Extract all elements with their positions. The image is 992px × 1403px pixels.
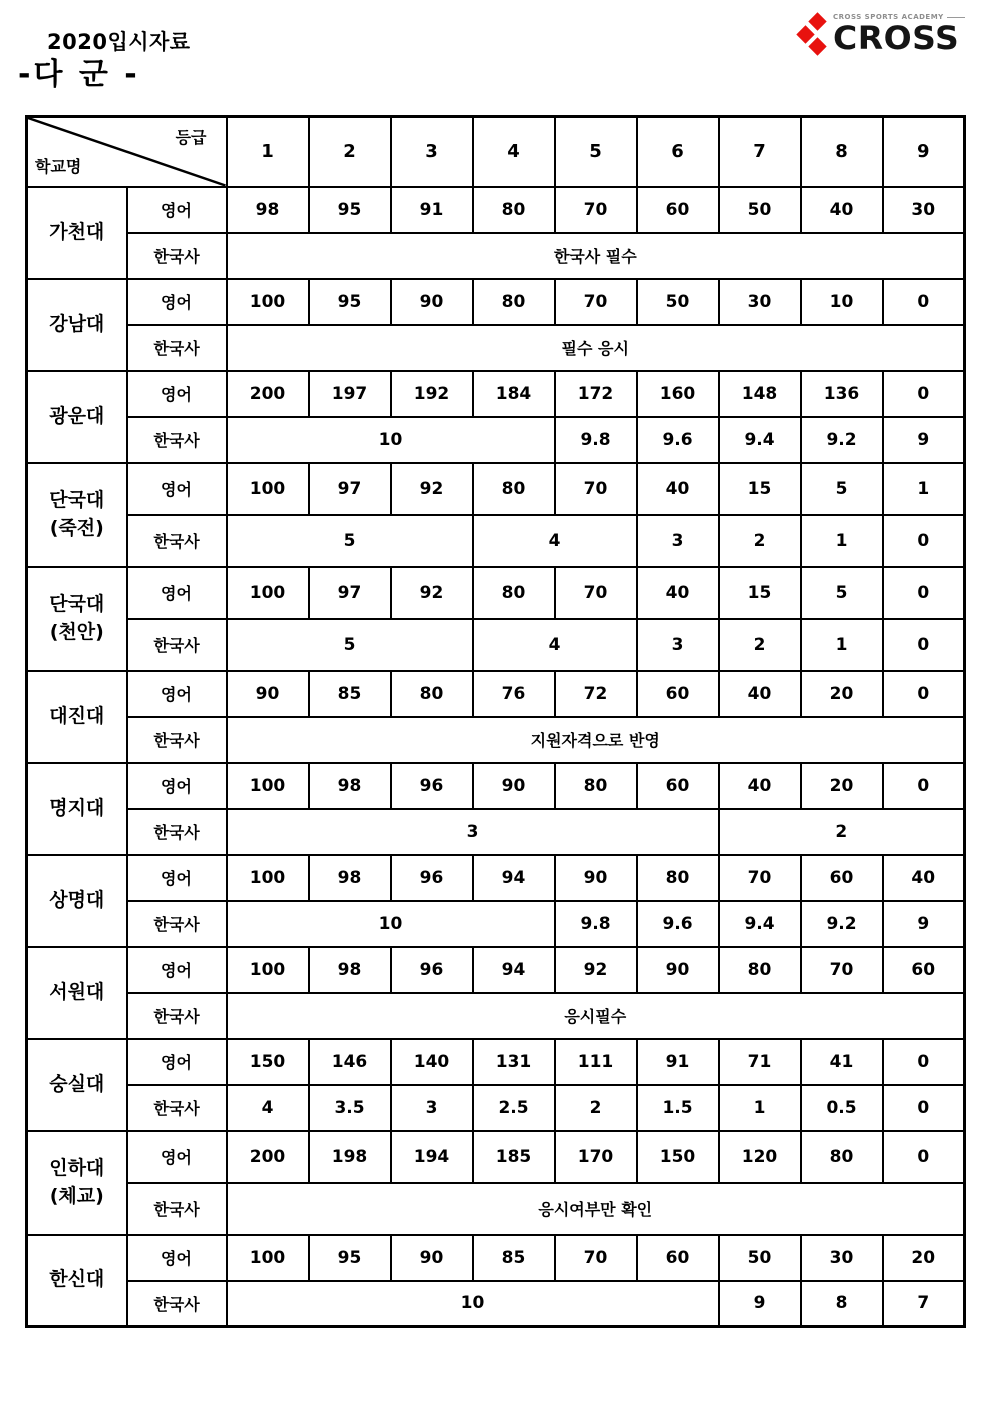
english-score-cell: 96 [391,855,473,901]
history-score-cell: 1.5 [637,1085,719,1131]
admission-grade-table [25,115,966,1328]
school-english-row [27,671,965,717]
school-history-row [27,325,965,371]
school-name-cell: 한신대 [27,1235,127,1327]
subject-label-cell: 한국사 [127,1183,227,1235]
english-score-cell: 70 [801,947,883,993]
school-history-row [27,717,965,763]
subject-label-cell: 한국사 [127,515,227,567]
english-score-cell: 150 [227,1039,309,1085]
school-english-row [27,463,965,515]
subject-label-cell: 한국사 [127,233,227,279]
history-score-cell: 1 [719,1085,801,1131]
history-score-cell: 1 [801,515,883,567]
english-score-cell: 30 [801,1235,883,1281]
english-score-cell: 100 [227,763,309,809]
school-history-row [27,1281,965,1327]
school-name-cell [27,567,127,671]
school-english-row [27,947,965,993]
subject-label-cell: 한국사 [127,325,227,371]
subject-label-cell: 영어 [127,1039,227,1085]
english-score-cell: 98 [227,187,309,233]
english-score-cell: 80 [473,567,555,619]
english-score-cell: 80 [473,463,555,515]
english-score-cell: 184 [473,371,555,417]
english-score-cell: 1 [883,463,965,515]
english-score-cell: 200 [227,371,309,417]
history-score-cell: 0 [883,619,965,671]
history-score-cell: 10 [227,901,555,947]
english-score-cell: 146 [309,1039,391,1085]
english-score-cell: 80 [555,763,637,809]
history-score-cell: 3 [227,809,719,855]
logo-tagline: CROSS SPORTS ACADEMY [833,13,944,21]
english-score-cell: 0 [883,763,965,809]
history-score-cell: 0.5 [801,1085,883,1131]
school-name-cell: 숭실대 [27,1039,127,1131]
english-score-cell: 90 [227,671,309,717]
english-score-cell: 100 [227,855,309,901]
english-score-cell: 15 [719,567,801,619]
english-score-cell: 95 [309,1235,391,1281]
english-score-cell: 95 [309,187,391,233]
subject-label-cell: 영어 [127,187,227,233]
english-score-cell: 0 [883,1131,965,1183]
english-score-cell: 120 [719,1131,801,1183]
english-score-cell: 80 [473,279,555,325]
english-score-cell: 71 [719,1039,801,1085]
english-score-cell: 96 [391,947,473,993]
history-score-cell: 9.8 [555,417,637,463]
english-score-cell: 20 [801,763,883,809]
english-score-cell: 97 [309,567,391,619]
english-score-cell: 160 [637,371,719,417]
english-score-cell: 50 [719,1235,801,1281]
english-score-cell: 60 [637,763,719,809]
grade-header-cell: 6 [637,117,719,187]
history-score-cell: 3 [637,515,719,567]
corner-grade-label: 등급 [175,128,207,147]
subject-label-cell: 영어 [127,763,227,809]
school-history-row [27,1183,965,1235]
subject-label-cell: 영어 [127,371,227,417]
history-score-cell: 2 [719,515,801,567]
history-score-cell: 5 [227,619,473,671]
school-english-row [27,1131,965,1183]
history-score-cell: 4 [473,619,637,671]
history-score-cell: 9 [883,417,965,463]
school-english-row [27,567,965,619]
english-score-cell: 111 [555,1039,637,1085]
english-score-cell: 80 [473,187,555,233]
history-score-cell: 응시필수 [227,993,965,1039]
history-score-cell: 9.6 [637,417,719,463]
english-score-cell: 91 [391,187,473,233]
english-score-cell: 136 [801,371,883,417]
english-score-cell: 60 [801,855,883,901]
subject-label-cell: 영어 [127,1131,227,1183]
subject-label-cell: 영어 [127,567,227,619]
logo-diamonds-icon [795,8,833,60]
subject-label-cell: 한국사 [127,1085,227,1131]
school-english-row [27,1235,965,1281]
english-score-cell: 194 [391,1131,473,1183]
english-score-cell: 50 [637,279,719,325]
corner-school-label: 학교명 [35,156,82,176]
english-score-cell: 80 [801,1131,883,1183]
grade-header-row [27,117,965,187]
school-name-line: (죽전) [49,516,104,539]
grade-header-cell: 8 [801,117,883,187]
english-score-cell: 40 [801,187,883,233]
english-score-cell: 72 [555,671,637,717]
english-score-cell: 172 [555,371,637,417]
english-score-cell: 0 [883,279,965,325]
english-score-cell: 100 [227,463,309,515]
school-history-row [27,233,965,279]
history-score-cell: 필수 응시 [227,325,965,371]
english-score-cell: 30 [883,187,965,233]
school-name-line: 인하대 [49,1156,105,1179]
english-score-cell: 131 [473,1039,555,1085]
english-score-cell: 100 [227,1235,309,1281]
history-score-cell: 응시여부만 확인 [227,1183,965,1235]
school-history-row [27,619,965,671]
english-score-cell: 100 [227,567,309,619]
english-score-cell: 70 [555,463,637,515]
history-score-cell: 2.5 [473,1085,555,1131]
school-name-cell: 상명대 [27,855,127,947]
english-score-cell: 100 [227,279,309,325]
diamond-icon [808,37,826,55]
history-score-cell: 9.4 [719,417,801,463]
logo-text-block [833,8,965,55]
subject-label-cell: 영어 [127,671,227,717]
english-score-cell: 80 [637,855,719,901]
history-score-cell: 2 [719,619,801,671]
school-history-row [27,993,965,1039]
history-score-cell: 3 [637,619,719,671]
history-score-cell: 9 [883,901,965,947]
school-english-row [27,763,965,809]
english-score-cell: 30 [719,279,801,325]
history-score-cell: 1 [801,619,883,671]
school-english-row [27,855,965,901]
english-score-cell: 5 [801,463,883,515]
english-score-cell: 40 [637,463,719,515]
school-name-cell: 강남대 [27,279,127,371]
school-history-row [27,1085,965,1131]
english-score-cell: 70 [555,187,637,233]
subject-label-cell: 한국사 [127,717,227,763]
english-score-cell: 15 [719,463,801,515]
english-score-cell: 80 [719,947,801,993]
subject-label-cell: 영어 [127,855,227,901]
history-score-cell: 9 [719,1281,801,1327]
history-score-cell: 한국사 필수 [227,233,965,279]
subject-label-cell: 영어 [127,463,227,515]
school-name-line: 단국대 [49,592,105,615]
school-history-row [27,417,965,463]
cross-logo [795,8,965,60]
subject-label-cell: 영어 [127,1235,227,1281]
english-score-cell: 5 [801,567,883,619]
english-score-cell: 0 [883,371,965,417]
history-score-cell: 8 [801,1281,883,1327]
english-score-cell: 170 [555,1131,637,1183]
english-score-cell: 60 [637,1235,719,1281]
subject-label-cell: 한국사 [127,1281,227,1327]
english-score-cell: 94 [473,947,555,993]
english-score-cell: 20 [801,671,883,717]
history-score-cell: 9.8 [555,901,637,947]
school-name-line: 단국대 [49,488,105,511]
school-name-line: (천안) [49,620,104,643]
school-english-row [27,1039,965,1085]
english-score-cell: 40 [883,855,965,901]
school-name-cell: 서원대 [27,947,127,1039]
school-name-cell [27,463,127,567]
english-score-cell: 92 [391,567,473,619]
grade-header-cell: 2 [309,117,391,187]
school-history-row [27,901,965,947]
english-score-cell: 41 [801,1039,883,1085]
english-score-cell: 85 [309,671,391,717]
school-name-cell [27,1131,127,1235]
english-score-cell: 60 [637,671,719,717]
history-score-cell: 5 [227,515,473,567]
english-score-cell: 97 [309,463,391,515]
history-score-cell: 4 [227,1085,309,1131]
english-score-cell: 0 [883,1039,965,1085]
school-name-cell: 가천대 [27,187,127,279]
logo-brand: CROSS [833,19,960,57]
english-score-cell: 90 [473,763,555,809]
history-score-cell: 9.6 [637,901,719,947]
history-score-cell: 9.4 [719,901,801,947]
subject-label-cell: 한국사 [127,619,227,671]
english-score-cell: 40 [719,671,801,717]
history-score-cell: 9.2 [801,901,883,947]
history-score-cell: 2 [719,809,965,855]
grade-header-cell: 1 [227,117,309,187]
english-score-cell: 90 [555,855,637,901]
subject-label-cell: 영어 [127,947,227,993]
english-score-cell: 198 [309,1131,391,1183]
english-score-cell: 85 [473,1235,555,1281]
english-score-cell: 100 [227,947,309,993]
school-name-cell: 대진대 [27,671,127,763]
english-score-cell: 60 [883,947,965,993]
history-score-cell: 9.2 [801,417,883,463]
english-score-cell: 185 [473,1131,555,1183]
english-score-cell: 70 [719,855,801,901]
subject-label-cell: 한국사 [127,993,227,1039]
english-score-cell: 150 [637,1131,719,1183]
english-score-cell: 70 [555,1235,637,1281]
english-score-cell: 50 [719,187,801,233]
corner-header-cell [27,117,227,187]
grade-header-cell: 5 [555,117,637,187]
english-score-cell: 148 [719,371,801,417]
school-english-row [27,279,965,325]
grade-header-cell: 7 [719,117,801,187]
grade-header-cell: 9 [883,117,965,187]
grade-header-cell: 4 [473,117,555,187]
english-score-cell: 98 [309,855,391,901]
english-score-cell: 200 [227,1131,309,1183]
diamond-icon [808,12,826,30]
school-name-cell: 광운대 [27,371,127,463]
history-score-cell: 10 [227,417,555,463]
english-score-cell: 80 [391,671,473,717]
history-score-cell: 3.5 [309,1085,391,1131]
english-score-cell: 10 [801,279,883,325]
english-score-cell: 76 [473,671,555,717]
school-english-row [27,187,965,233]
english-score-cell: 90 [391,1235,473,1281]
english-score-cell: 91 [637,1039,719,1085]
subject-label-cell: 영어 [127,279,227,325]
history-score-cell: 지원자격으로 반영 [227,717,965,763]
english-score-cell: 140 [391,1039,473,1085]
english-score-cell: 92 [555,947,637,993]
history-score-cell: 4 [473,515,637,567]
school-history-row [27,809,965,855]
page-title: 2020입시자료 [47,30,191,54]
english-score-cell: 20 [883,1235,965,1281]
history-score-cell: 0 [883,515,965,567]
english-score-cell: 40 [637,567,719,619]
group-subtitle: -다 군 - [18,57,140,92]
grade-header-cell: 3 [391,117,473,187]
english-score-cell: 95 [309,279,391,325]
english-score-cell: 96 [391,763,473,809]
school-english-row [27,371,965,417]
tagline-rule [947,17,965,18]
english-score-cell: 98 [309,947,391,993]
english-score-cell: 94 [473,855,555,901]
english-score-cell: 70 [555,279,637,325]
school-name-cell: 명지대 [27,763,127,855]
english-score-cell: 90 [637,947,719,993]
school-name-line: (체교) [49,1184,104,1207]
english-score-cell: 98 [309,763,391,809]
english-score-cell: 0 [883,567,965,619]
history-score-cell: 2 [555,1085,637,1131]
subject-label-cell: 한국사 [127,901,227,947]
english-score-cell: 192 [391,371,473,417]
history-score-cell: 10 [227,1281,719,1327]
subject-label-cell: 한국사 [127,417,227,463]
history-score-cell: 0 [883,1085,965,1131]
english-score-cell: 40 [719,763,801,809]
school-history-row [27,515,965,567]
subject-label-cell: 한국사 [127,809,227,855]
english-score-cell: 0 [883,671,965,717]
english-score-cell: 92 [391,463,473,515]
history-score-cell: 3 [391,1085,473,1131]
english-score-cell: 197 [309,371,391,417]
english-score-cell: 70 [555,567,637,619]
english-score-cell: 60 [637,187,719,233]
history-score-cell: 7 [883,1281,965,1327]
english-score-cell: 90 [391,279,473,325]
